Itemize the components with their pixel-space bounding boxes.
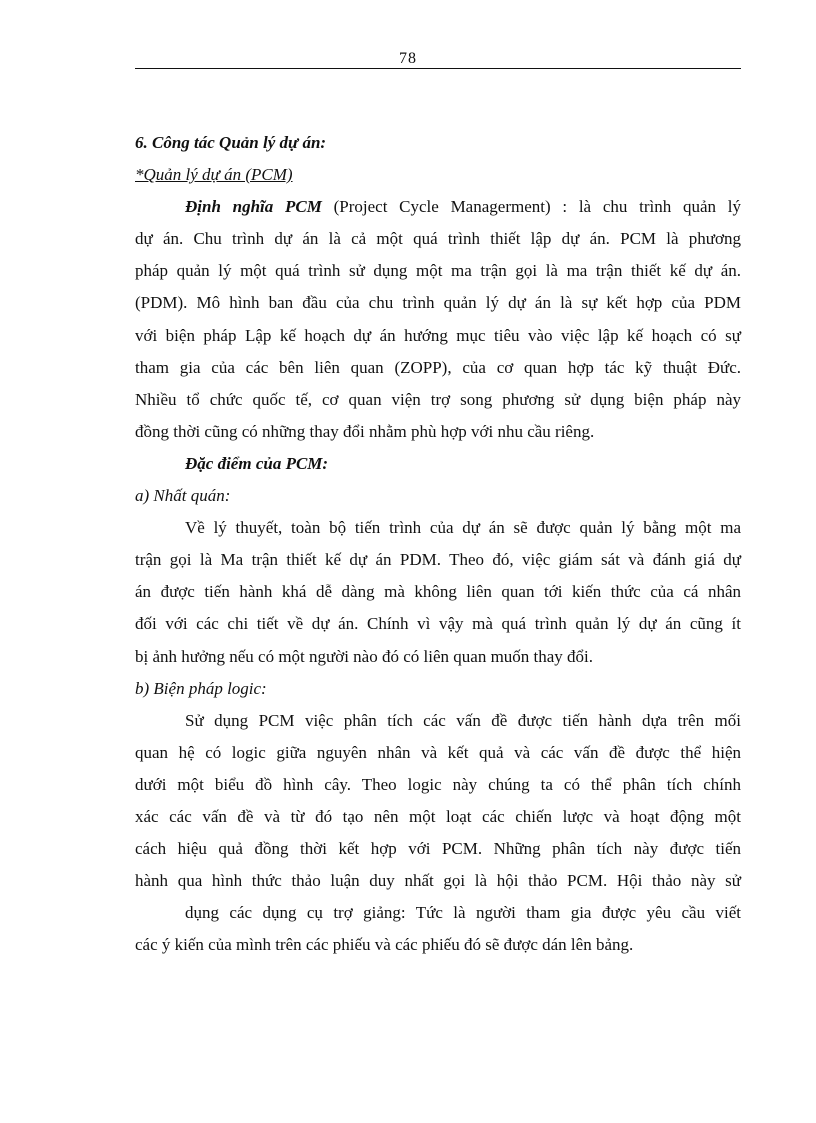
definition-line: dự án. Chu trình dự án là cả một quá trình thiết lập dự án. PCM là phương bbox=[135, 229, 741, 249]
feature-b-line: quan hệ có logic giữa nguyên nhân và kết quả và các vấn đề được thể hiện bbox=[135, 742, 741, 762]
header-rule bbox=[135, 68, 741, 69]
page-number: 78 bbox=[399, 50, 417, 67]
feature-b-line: Sử dụng PCM việc phân tích các vấn đề được tiến hành dựa trên mối bbox=[185, 710, 741, 730]
document-body bbox=[135, 127, 741, 961]
section-heading: 6. Công tác Quản lý dự án: bbox=[135, 133, 327, 152]
feature-b-title: b) Biện pháp logic: bbox=[135, 678, 267, 698]
feature-b-line: dưới một biểu đồ hình cây. Theo logic này chúng ta có thể phân tích chính bbox=[135, 774, 741, 794]
definition-line bbox=[135, 191, 741, 223]
feature-a-line: án được tiến hành khá dễ dàng mà không liên quan tới kiến thức của cá nhân bbox=[135, 582, 741, 602]
feature-a-line: đối với các chi tiết về dự án. Chính vì vậy mà quá trình quản lý dự án cũng ít bbox=[135, 614, 741, 634]
definition-line: đồng thời cũng có những thay đổi nhằm phù hợp với nhu cầu riêng. bbox=[135, 421, 595, 441]
feature-b-line: cách hiệu quả đồng thời kết hợp với PCM. Những phân tích này được tiến bbox=[135, 839, 741, 859]
definition-line: với biện pháp Lập kế hoạch dự án hướng mục tiêu vào việc lập kế hoạch có sự bbox=[135, 325, 741, 345]
definition-line: (PDM). Mô hình ban đầu của chu trình quản lý dự án là sự kết hợp của PDM bbox=[135, 293, 741, 313]
feature-b-line: hành qua hình thức thảo luận duy nhất gọi là hội thảo PCM. Hội thảo này sử bbox=[135, 871, 741, 891]
feature-a-line: Về lý thuyết, toàn bộ tiến trình của dự án sẽ được quản lý bằng một ma bbox=[185, 518, 741, 538]
definition-line: tham gia của các bên liên quan (ZOPP), của cơ quan hợp tác kỹ thuật Đức. bbox=[135, 357, 741, 377]
definition-term: Định nghĩa PCM bbox=[185, 197, 322, 217]
definition-line: Nhiều tổ chức quốc tế, cơ quan viện trợ song phương sử dụng biện pháp này bbox=[135, 389, 741, 409]
feature-b-line: các ý kiến của mình trên các phiếu và các phiếu đó sẽ được dán lên bảng. bbox=[135, 935, 634, 955]
feature-a-line: bị ảnh hưởng nếu có một người nào đó có liên quan muốn thay đổi. bbox=[135, 646, 594, 666]
feature-a-line: trận gọi là Ma trận thiết kế dự án PDM. Theo đó, việc giám sát và đánh giá dự bbox=[135, 550, 741, 570]
features-heading: Đặc điểm của PCM: bbox=[185, 453, 329, 473]
section-subheading: *Quản lý dự án (PCM) bbox=[135, 165, 293, 185]
definition-text: (Project Cycle Managerment) : là chu trình quản lý bbox=[321, 197, 741, 217]
feature-b-line: xác các vấn đề và từ đó tạo nên một loạt các chiến lược và hoạt động một bbox=[135, 806, 741, 826]
feature-a-title: a) Nhất quán: bbox=[135, 486, 231, 506]
definition-line: pháp quản lý một quá trình sử dụng một ma trận gọi là ma trận thiết kế dự án. bbox=[135, 261, 741, 281]
feature-b-line: dụng các dụng cụ trợ giảng: Tức là người tham gia được yêu cầu viết bbox=[185, 903, 741, 923]
